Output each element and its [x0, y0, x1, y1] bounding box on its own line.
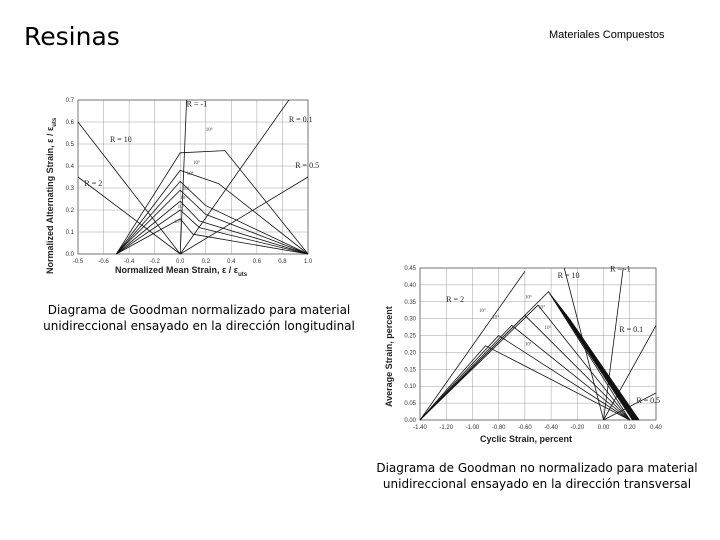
figure1-cycle-label: 10¹ — [177, 204, 185, 210]
figure1-cycle-label: 10⁰ — [173, 220, 181, 226]
figure1-cycle-label: 10⁶ — [205, 127, 213, 133]
figure2-r-label: R = 2 — [446, 294, 465, 304]
figure2-x-tick: -0.60 — [518, 425, 532, 431]
figure1-x-tick: 0.6 — [252, 259, 262, 265]
figure1-x-tick: -0.4 — [123, 259, 135, 265]
figure2-y-tick: 0.35 — [404, 299, 416, 306]
figure2-caption-line2: unidireccional ensayado en la dirección transversal — [382, 477, 692, 491]
figure1-cycle-label: 10⁵ — [193, 160, 200, 166]
figure2-y-tick: 0.00 — [404, 418, 416, 424]
figure1-y-tick: 0.4 — [65, 164, 74, 170]
figure2-y-tick: 0.20 — [404, 350, 416, 357]
figure2-x-tick: -1.40 — [413, 425, 427, 431]
figure1-y-tick: 0.7 — [65, 98, 74, 104]
figure1-y-tick: 0.3 — [65, 186, 74, 192]
figure1-y-tick: 0.0 — [65, 252, 74, 258]
figure1-x-tick: -0.2 — [149, 259, 160, 265]
figure2-r-label: R = 10 — [557, 271, 580, 281]
figure2-cycle-label: 10³ — [492, 315, 499, 321]
figure1-ylabel: Normalized Alternating Strain, ε / $\varepsilon_{uts}$ — [45, 117, 58, 274]
figure1-y-tick: 0.1 — [65, 230, 74, 236]
figure1-cycle-label: 10² — [180, 196, 187, 201]
figure2-xlabel: Cyclic Strain, percent — [480, 434, 573, 444]
figure1-r-label: R = 0.1 — [288, 115, 313, 124]
figure1-x-tick: 1.0 — [303, 259, 313, 265]
figure2-x-tick: -0.40 — [544, 425, 558, 431]
figure2-x-tick: -1.00 — [465, 425, 480, 431]
figure1-x-tick: 0.8 — [278, 259, 287, 265]
figure1-cycle-label: 10⁴ — [186, 171, 194, 177]
figure2-x-tick: -1.20 — [439, 425, 454, 431]
figure1-plot-frame — [78, 100, 308, 254]
figure2-ylabel: Average Strain, percent — [384, 306, 394, 407]
figure2-y-tick: 0.10 — [404, 384, 416, 391]
figure1-cycle-label: 10³ — [182, 187, 190, 193]
figure1-r-label: R = 0.5 — [295, 161, 320, 171]
figure1-xlabel: Normalized Mean Strain, ε / $\varepsilon_{uts}$ — [115, 265, 248, 278]
figure2-cycle-label: 10⁴ — [538, 305, 545, 311]
figure2-y-tick: 0.30 — [404, 316, 416, 323]
figure1-y-tick: 0.6 — [65, 120, 74, 126]
figure1-x-tick: 0.2 — [201, 259, 210, 265]
figure2-cycle-label: 10⁶ — [524, 295, 532, 301]
figure2-r-label: R = 0.1 — [619, 325, 644, 335]
figure2-caption-line1: Diagrama de Goodman no normalizado para material — [376, 461, 698, 475]
figure2-x-tick: 0.00 — [597, 425, 610, 431]
figure2-cycle-label: 10⁵ — [479, 308, 486, 314]
figure2-x-tick: 0.40 — [650, 425, 662, 431]
goodman-diagram-non-normalized — [380, 262, 670, 446]
figure1-caption-line1: Diagrama de Goodman normalizado para material — [47, 303, 351, 317]
goodman-diagram-normalized — [40, 88, 330, 278]
figure2-x-tick: -0.80 — [491, 425, 506, 431]
figure1-caption-line2: unidireccional ensayado en la dirección longitudinal — [43, 319, 355, 333]
figure1-caption — [40, 302, 358, 334]
figure2-y-tick: 0.40 — [404, 282, 416, 289]
figure2-y-tick: 0.25 — [404, 333, 416, 340]
figure2-cycle-label: 10¹ — [524, 342, 532, 348]
figure1-x-tick: 0.0 — [176, 259, 185, 265]
figure1-r-label: R = 10 — [109, 134, 132, 144]
figure1-grid — [78, 100, 308, 254]
figure2-y-tick: 0.15 — [404, 367, 416, 374]
figure2-y-tick: 0.05 — [404, 401, 416, 408]
slide-title: Resinas — [24, 22, 120, 51]
figure2-r-label: R = 0.5 — [636, 396, 661, 406]
figure1-r-label: R = 2 — [84, 178, 103, 188]
figure1-x-tick: -0.6 — [98, 259, 109, 265]
figure2-x-tick: 0.20 — [623, 425, 636, 431]
figure1-y-tick: 0.2 — [65, 208, 74, 214]
course-name: Materiales Compuestos — [549, 29, 665, 41]
figure2-cycle-label: 10² — [544, 325, 552, 331]
figure1-r-label: R = -1 — [186, 99, 208, 109]
figure2-x-tick: -0.20 — [570, 425, 585, 431]
figure1-x-tick: -0.5 — [72, 259, 84, 265]
figure2-r-label: R = -1 — [610, 264, 631, 274]
figure2-y-tick: 0.45 — [404, 266, 416, 272]
figure2-caption — [370, 460, 704, 492]
figure1-y-tick: 0.5 — [65, 142, 74, 148]
figure1-x-tick: 0.4 — [227, 259, 236, 265]
